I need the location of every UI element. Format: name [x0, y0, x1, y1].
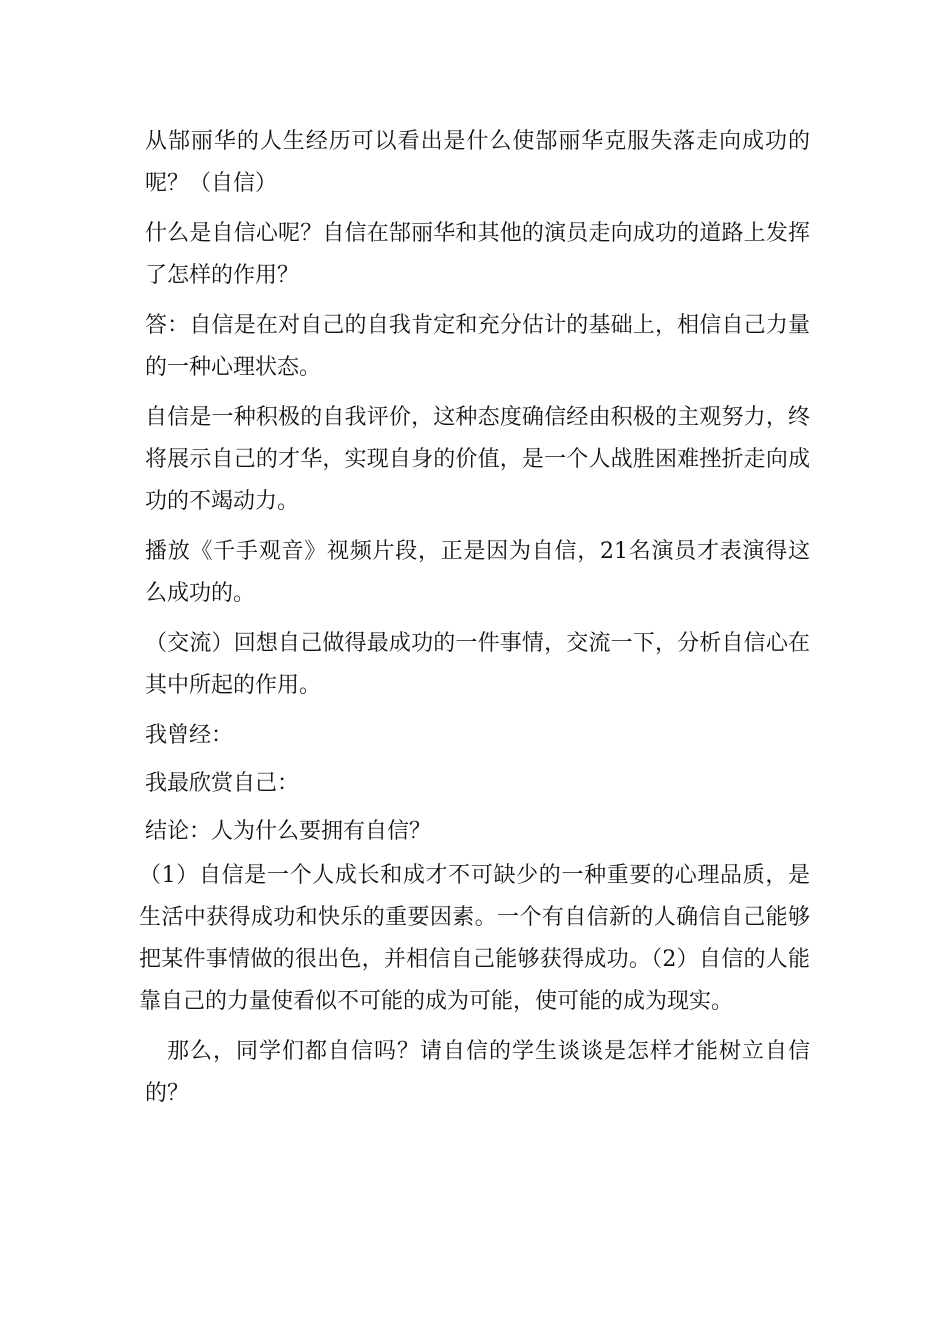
paragraph-conclusion-points: （1）自信是一个人成长和成才不可缺少的一种重要的心理品质，是生活中获得成功和快乐的重要因素。一个有自信新的人确信自己能够把某件事情做的很出色，并相信自己能够获得成功。（2）自信的人能靠自己的力量使看似不可能的成为可能，使可能的成为现实。: [139, 863, 810, 1014]
paragraph-discussion: （交流）回想自己做得最成功的一件事情，交流一下，分析自信心在其中所起的作用。: [145, 631, 810, 698]
paragraph-answer-definition: 答：自信是在对自己的自我肯定和充分估计的基础上，相信自己力量的一种心理状态。: [145, 313, 810, 380]
paragraph-video-clip: 播放《千手观音》视频片段，正是因为自信，21名演员才表演得这么成功的。: [145, 539, 810, 606]
paragraph-closing-question: 那么，同学们都自信吗？请自信的学生谈谈是怎样才能树立自信的？: [145, 1039, 810, 1106]
paragraph-i-once: 我曾经：: [145, 723, 234, 748]
paragraph-conclusion-question: 结论：人为什么要拥有自信？: [145, 819, 432, 844]
paragraph-question-confidence: 什么是自信心呢？自信在郜丽华和其他的演员走向成功的道路上发挥了怎样的作用？: [145, 221, 810, 288]
paragraph-i-appreciate: 我最欣赏自己：: [145, 771, 300, 796]
document-body: [139, 121, 810, 1123]
paragraph-confidence-explanation: 自信是一种积极的自我评价，这种态度确信经由积极的主观努力，终将展示自己的才华，实现自身的价值，是一个人战胜困难挫折走向成功的不竭动力。: [145, 405, 810, 514]
paragraph-question-success: 从郜丽华的人生经历可以看出是什么使郜丽华克服失落走向成功的呢？（自信）: [145, 129, 810, 196]
